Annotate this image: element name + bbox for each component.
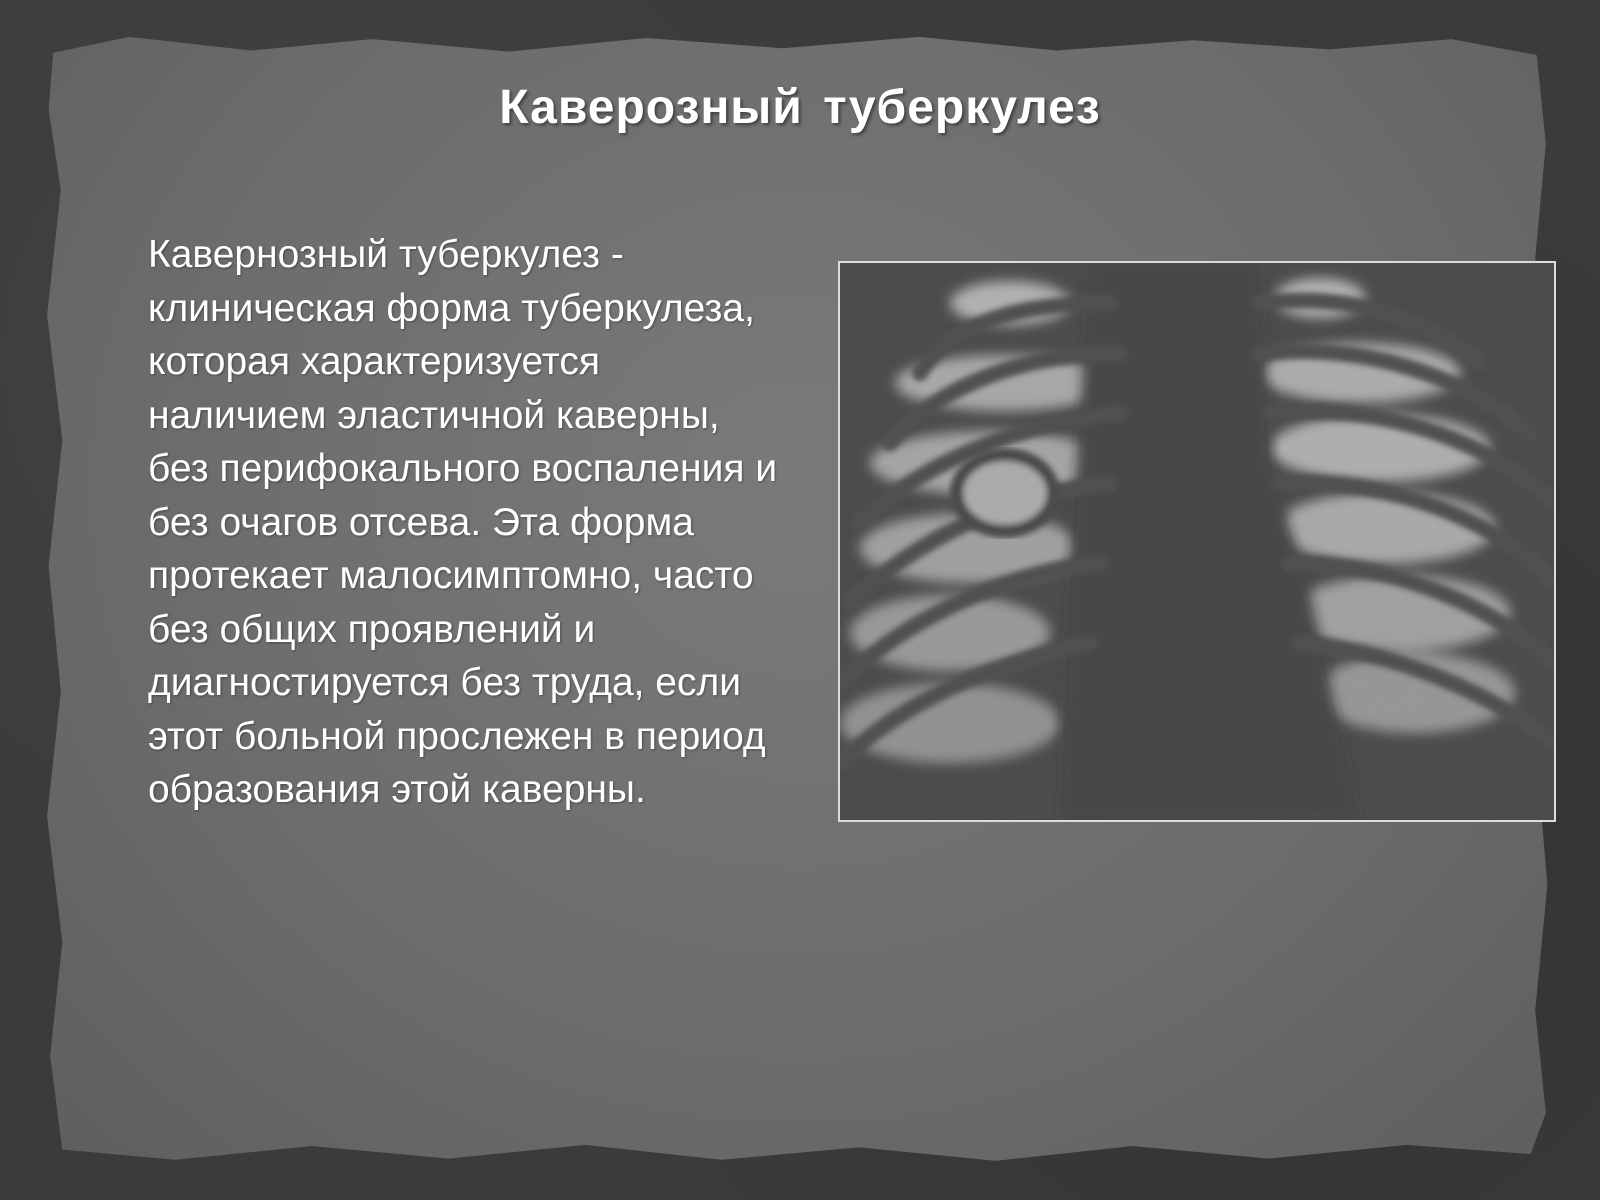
slide-title: Каверозный туберкулез bbox=[499, 81, 1101, 134]
slide-body-text: Кавернозный туберкулез - клиническая форма туберкулеза, которая характеризуется наличием эластичной каверны, без перифокального воспаления и без очагов отсева. Эта форма протекает малосимптомно, часто без общих проявлений и диагностируется без труда, если этот больной прослежен в период образования этой каверны. bbox=[148, 233, 778, 811]
chest-xray-image bbox=[838, 261, 1556, 822]
